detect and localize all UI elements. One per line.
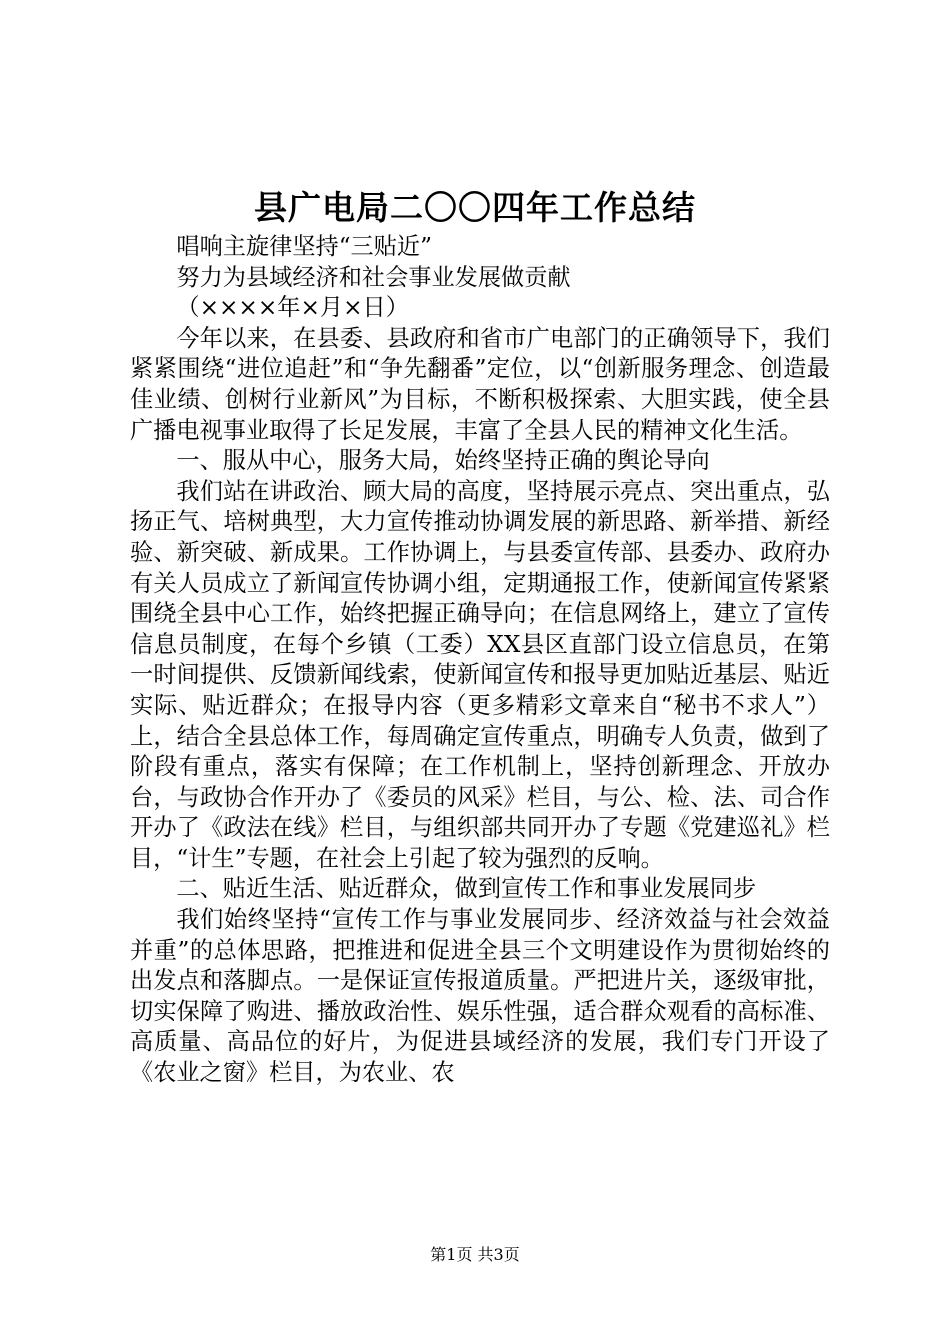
document-title: 县广电局二〇〇四年工作总结 (254, 188, 696, 227)
body-paragraph: 今年以来，在县委、县政府和省市广电部门的正确领导下，我们紧紧围绕“进位追赶”和“争先翻番”定位，以“创新服务理念、创造最佳业绩、创树行业新风”为目标，不断积极探索、大胆实践，使全县广播电视事业取得了长足发展，丰富了全县人民的精神文化生活。 (130, 324, 830, 444)
document-body (130, 232, 830, 1089)
body-paragraph: 我们始终坚持“宣传工作与事业发展同步、经济效益与社会效益并重”的总体思路，把推进和促进全县三个文明建设作为贯彻始终的出发点和落脚点。一是保证宣传报道质量。严把进片关，逐级审批，切实保障了购进、播放政治性、娱乐性强，适合群众观看的高标准、高质量、高品位的好片，为促进县域经济的发展，我们专门开设了《农业之窗》栏目，为农业、农 (130, 906, 830, 1087)
date-line: （××××年×月×日） (176, 294, 409, 322)
section-heading: 二、贴近生活、贴近群众，做到宣传工作和事业发展同步 (176, 875, 757, 903)
page-footer: 第1页 共3页 (430, 1245, 520, 1264)
body-paragraph: 我们站在讲政治、顾大局的高度，坚持展示亮点、突出重点，弘扬正气、培树典型，大力宣传推动协调发展的新思路、新举措、新经验、新突破、新成果。工作协调上，与县委宣传部、县委办、政府办有关人员成立了新闻宣传协调小组，定期通报工作，使新闻宣传紧紧围绕全县中心工作，始终把握正确导向；在信息网络上，建立了宣传信息员制度，在每个乡镇（工委）XX县区直部门设立信息员，在第一时间提供、反馈新闻线索，使新闻宣传和报导更加贴近基层、贴近实际、贴近群众；在报导内容（更多精彩文章来自“秘书不求人”）上，结合全县总体工作，每周确定宣传重点，明确专人负责，做到了阶段有重点，落实有保障；在工作机制上，坚持创新理念、开放办台，与政协合作开办了《委员的风采》栏目，与公、检、法、司合作开办了《政法在线》栏目，与组织部共同开办了专题《党建巡礼》栏目，“计生”专题，在社会上引起了较为强烈的反响。 (130, 477, 830, 872)
subtitle-line-1: 唱响主旋律坚持“三贴近” (176, 233, 432, 260)
subtitle-line-2: 努力为县域经济和社会事业发展做贡献 (176, 263, 571, 291)
section-heading: 一、服从中心，服务大局，始终坚持正确的舆论导向 (176, 447, 710, 475)
